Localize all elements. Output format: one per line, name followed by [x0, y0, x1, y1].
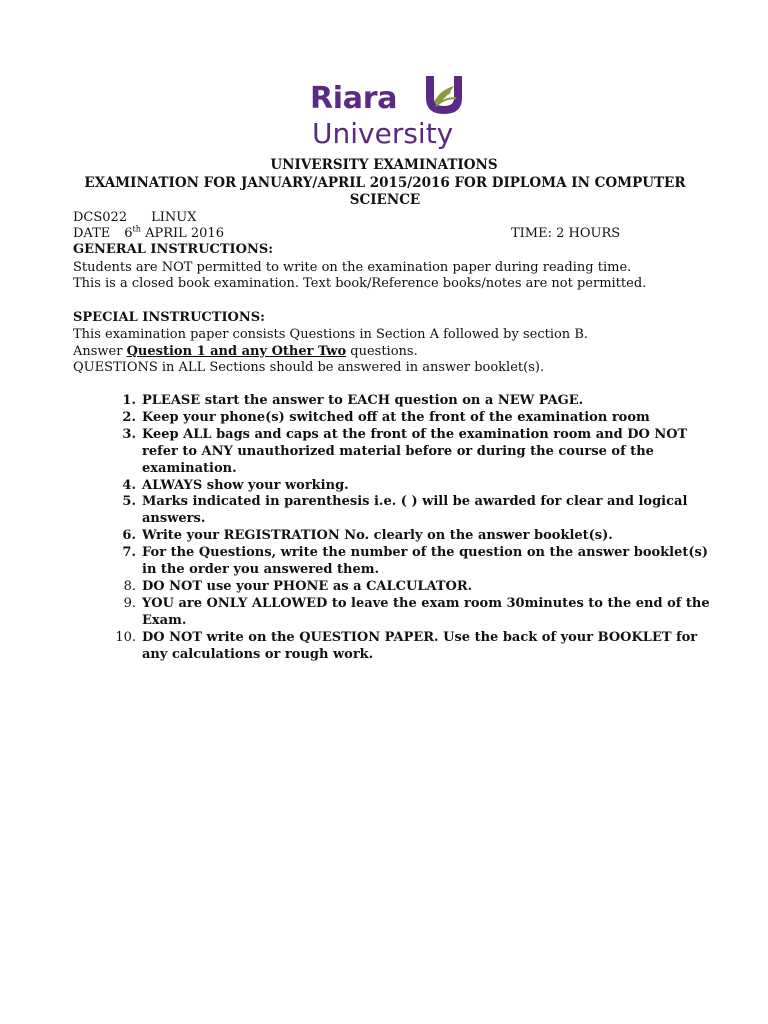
course-code: DCS022 — [73, 210, 128, 225]
rule-text: Marks indicated in parenthesis i.e. ( ) will be awarded for clear and logical answers. — [142, 494, 688, 527]
list-item — [110, 427, 710, 478]
rule-number: 1. — [122, 393, 136, 408]
logo-text-university: University — [312, 117, 454, 150]
university-logo — [310, 68, 470, 158]
list-item — [110, 410, 710, 427]
list-item — [110, 494, 710, 528]
rule-number: 9. — [123, 595, 136, 611]
rule-text: PLEASE start the answer to EACH question on a NEW PAGE. — [142, 393, 584, 408]
exam-duration: TIME: 2 HOURS — [511, 226, 621, 241]
rule-text: For the Questions, write the number of the question on the answer booklet(s) in the order you answered them. — [142, 545, 709, 578]
special-instruction-line: QUESTIONS in ALL Sections should be answered in answer booklet(s). — [73, 360, 545, 375]
rule-text: DO NOT write on the QUESTION PAPER. Use the back of your BOOKLET for any calculations or rough work. — [142, 629, 698, 662]
list-item — [110, 545, 710, 579]
rule-text: ALWAYS show your working. — [142, 477, 349, 493]
list-item — [110, 579, 710, 596]
logo-text-riara: Riara — [310, 81, 398, 116]
general-instruction-line: This is a closed book examination. Text book/Reference books/notes are not permitted. — [73, 276, 647, 291]
list-item — [110, 630, 710, 664]
riara-u-leaf-emblem-icon — [420, 72, 468, 118]
date-day: 6 — [124, 226, 133, 241]
exam-rules-list — [110, 393, 710, 664]
answer-suffix: questions. — [346, 344, 418, 359]
rule-text: Write your REGISTRATION No. clearly on the answer booklet(s). — [142, 528, 613, 544]
exam-subtitle: EXAMINATION FOR JANUARY/APRIL 2015/2016 FOR DIPLOMA IN COMPUTER SCIENCE — [84, 175, 686, 208]
rule-number: 6. — [122, 528, 136, 544]
exam-title: UNIVERSITY EXAMINATIONS — [270, 157, 498, 173]
list-item — [110, 528, 710, 545]
rule-text: YOU are ONLY ALLOWED to leave the exam room 30minutes to the end of the Exam. — [142, 595, 710, 628]
rule-text: Keep ALL bags and caps at the front of the examination room and DO NOT refer to ANY unauthorized material before or during the course of the examination. — [142, 426, 688, 476]
rule-number: 8. — [123, 578, 136, 594]
list-item — [110, 393, 710, 410]
date-month-year: APRIL 2016 — [145, 226, 224, 241]
rule-text: Keep your phone(s) switched off at the front of the examination room — [142, 409, 650, 425]
rule-number: 4. — [122, 477, 136, 493]
general-instructions-title: GENERAL INSTRUCTIONS: — [73, 242, 274, 257]
date-suffix: th — [132, 224, 141, 234]
rule-number: 3. — [122, 426, 136, 442]
answer-prefix: Answer — [73, 344, 127, 359]
rule-text: DO NOT use your PHONE as a CALCULATOR. — [142, 578, 473, 594]
course-line — [73, 209, 196, 226]
special-instructions-title: SPECIAL INSTRUCTIONS: — [73, 310, 265, 325]
special-instruction-line: This examination paper consists Questions in Section A followed by section B. — [73, 327, 588, 342]
general-instruction-line: Students are NOT permitted to write on the examination paper during reading time. — [73, 260, 632, 275]
date-label: DATE — [73, 226, 111, 241]
special-instruction-line — [73, 343, 418, 360]
list-item — [110, 478, 710, 495]
rule-number: 2. — [122, 409, 136, 425]
rule-number: 10. — [115, 629, 136, 645]
course-name: LINUX — [151, 210, 197, 225]
date-line — [73, 225, 224, 242]
list-item — [110, 596, 710, 630]
rule-number: 5. — [122, 494, 136, 510]
rule-number: 7. — [122, 545, 136, 561]
answer-requirement: Question 1 and any Other Two — [126, 344, 347, 359]
